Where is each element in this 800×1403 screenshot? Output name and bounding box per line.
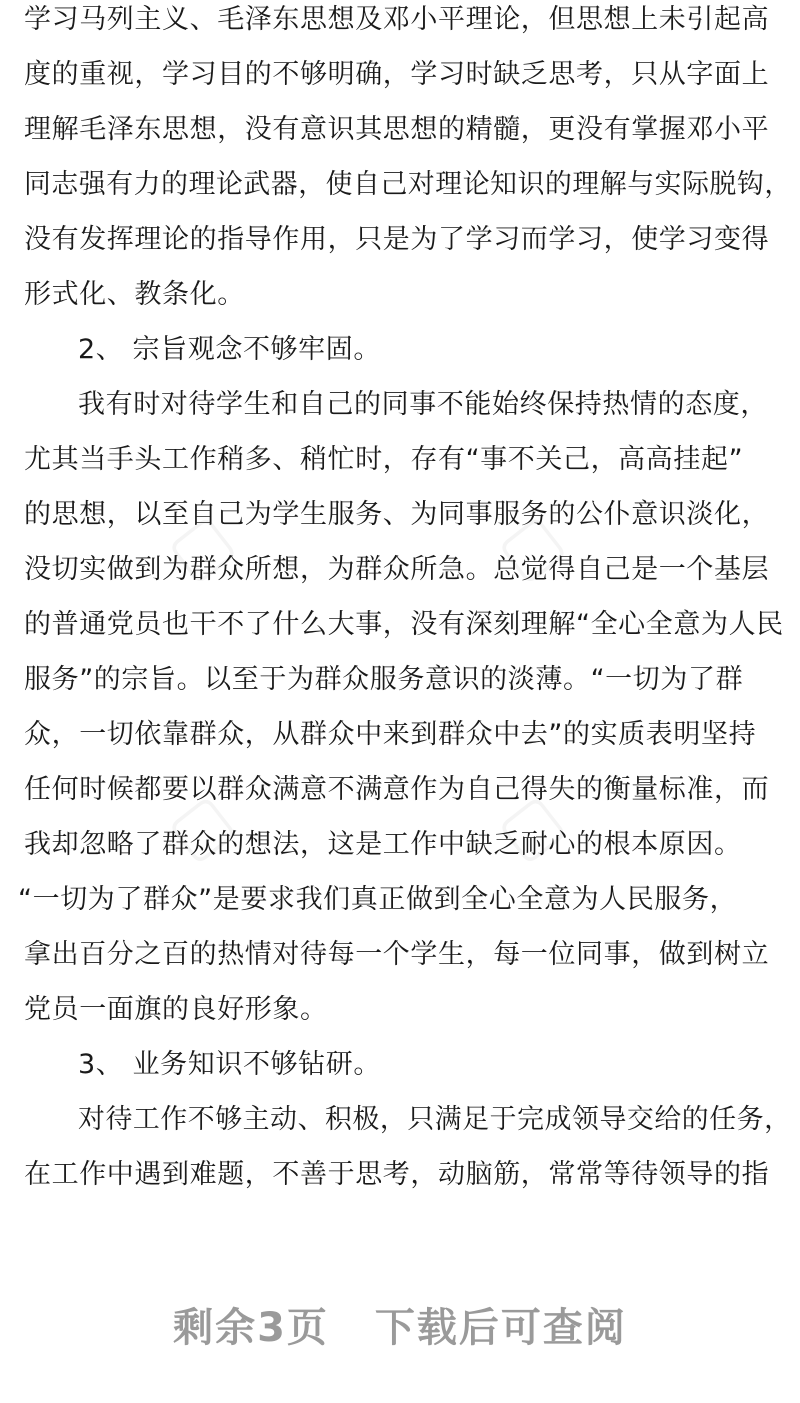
text-line: 拿出百分之百的热情对待每一个学生，每一位同事，做到树立 bbox=[24, 939, 770, 970]
text-line: 理解毛泽东思想，没有意识其思想的精髓，更没有掌握邓小平 bbox=[24, 114, 770, 145]
text-line: 同志强有力的理论武器，使自己对理论知识的理解与实际脱钩， bbox=[24, 169, 792, 200]
text-line: 没切实做到为群众所想，为群众所急。总觉得自己是一个基层 bbox=[24, 554, 770, 585]
text-line: 形式化、教条化。 bbox=[24, 279, 245, 310]
text-line: 的普通党员也干不了什么大事，没有深刻理解“全心全意为人民 bbox=[24, 609, 784, 640]
text-line: 的思想，以至自己为学生服务、为同事服务的公仆意识淡化， bbox=[24, 499, 770, 530]
text-line: 在工作中遇到难题，不善于思考，动脑筋，常常等待领导的指 bbox=[24, 1159, 770, 1190]
download-to-view-label: 下载后可查阅 bbox=[374, 1305, 627, 1351]
text-line: 度的重视，学习目的不够明确，学习时缺乏思考，只从字面上 bbox=[24, 59, 770, 90]
remaining-pages-label: 剩余3页 bbox=[173, 1305, 329, 1351]
text-line: “一切为了群众”是要求我们真正做到全心全意为人民服务， bbox=[18, 884, 738, 915]
text-line: 对待工作不够主动、积极，只满足于完成领导交给的任务， bbox=[78, 1104, 792, 1135]
text-line: 尤其当手头工作稍多、稍忙时，存有“事不关己，高高挂起” bbox=[24, 444, 744, 475]
text-line: 我却忽略了群众的想法，这是工作中缺乏耐心的根本原因。 bbox=[24, 829, 742, 860]
text-line: 服务”的宗旨。以至于为群众服务意识的淡薄。“一切为了群 bbox=[24, 664, 744, 695]
text-line: 我有时对待学生和自己的同事不能始终保持热情的态度， bbox=[78, 389, 768, 420]
text-line: 党员一面旗的良好形象。 bbox=[24, 994, 328, 1025]
text-line: 任何时候都要以群众满意不满意作为自己得失的衡量标准，而 bbox=[24, 774, 770, 805]
section-heading: 3、 业务知识不够钻研。 bbox=[78, 1049, 381, 1080]
text-line: 众，一切依靠群众，从群众中来到群众中去”的实质表明坚持 bbox=[24, 719, 757, 750]
text-line: 没有发挥理论的指导作用，只是为了学习而学习，使学习变得 bbox=[24, 224, 770, 255]
download-prompt[interactable] bbox=[0, 1296, 800, 1353]
text-line: 学习马列主义、毛泽东思想及邓小平理论，但思想上未引起高 bbox=[24, 4, 770, 35]
section-heading: 2、 宗旨观念不够牢固。 bbox=[78, 334, 381, 365]
